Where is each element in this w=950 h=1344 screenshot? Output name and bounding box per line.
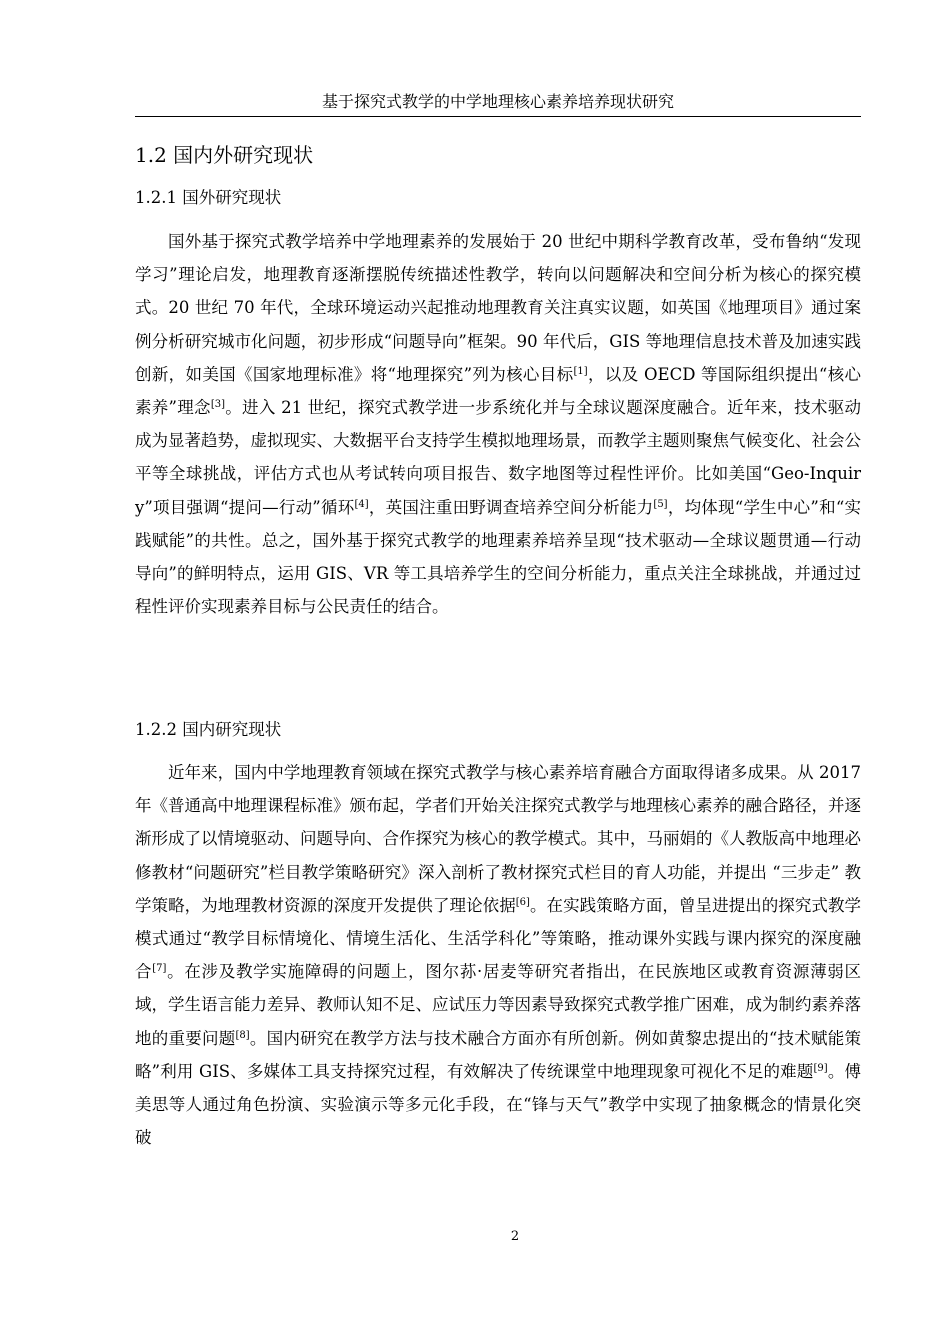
paragraph-text: 。进入 21 世纪，探究式教学进一步系统化并与全球议题深度融合。近年来，技术驱动成为显著趋势，虚拟现实、大数据平台支持学生模拟地理场景，而教学主题则聚焦气候变化、社会公平等全球挑战，评估方式也从考试转向项目报告、数字地图等过程性评价。比如美国“Geo-Inquiry”项目强调“提问—行动”循环 bbox=[135, 398, 861, 517]
paragraph-foreign-research bbox=[135, 225, 861, 623]
citation-9: [9] bbox=[813, 1062, 828, 1074]
running-header: 基于探究式教学的中学地理核心素养培养现状研究 bbox=[135, 91, 861, 117]
paragraph-text: 国外基于探究式教学培养中学地理素养的发展始于 20 世纪中期科学教育改革，受布鲁纳“发现学习”理论启发，地理教育逐渐摆脱传统描述性教学，转向以问题解决和空间分析为核心的探究模式。20 世纪 70 年代，全球环境运动兴起推动地理教育关注真实议题，如英国《地理项目》通过案例分析研究城市化问题，初步形成“问题导向”框架。90 年代后，GIS 等地理信息技术普及加速实践创新，如美国《国家地理标准》将“地理探究”列为核心目标 bbox=[135, 232, 861, 384]
citation-3: [3] bbox=[210, 399, 225, 411]
paragraph-text: 。国内研究在教学方法与技术融合方面亦有所创新。例如黄黎忠提出的“技术赋能策略”利用 GIS、多媒体工具支持探究过程，有效解决了传统课堂中地理现象可视化不足的难题 bbox=[135, 1028, 862, 1081]
paragraph-text: 近年来，国内中学地理教育领域在探究式教学与核心素养培育融合方面取得诸多成果。从 2017 年《普通高中地理课程标准》颁布起，学者们开始关注探究式教学与地理核心素养的融合路径，并逐渐形成了以情境驱动、问题导向、合作探究为核心的教学模式。其中，马丽娟的《人教版高中地理必修教材“问题研究”栏目教学策略研究》深入剖析了教材探究式栏目的育人功能，并提出 “三步走” 教学策略，为地理教材资源的深度开发提供了理论依据 bbox=[135, 763, 861, 915]
citation-4: [4] bbox=[354, 498, 369, 510]
page-number: 2 bbox=[510, 1229, 520, 1244]
paragraph-text: 。在实践策略方面，曾呈进提出的探究式教学模式通过“教学目标情境化、情境生活化、生活学科化”等策略，推动课外实践与课内探究的深度融合 bbox=[135, 895, 862, 982]
section-heading: 1.2 国内外研究现状 bbox=[135, 143, 314, 167]
paragraph-text: ，均体现“学生中心”和“实践赋能”的共性。总之，国外基于探究式教学的地理素养培养呈现“技术驱动—全球议题贯通—行动导向”的鲜明特点，运用 GIS、VR 等工具培养学生的空间分析能力，重点关注全球挑战，并通过过程性评价实现素养目标与公民责任的结合。 bbox=[135, 497, 861, 617]
paragraph-text: 。在涉及教学实施障碍的问题上，图尔荪·居麦等研究者指出，在民族地区或教育资源薄弱区域，学生语言能力差异、教师认知不足、应试压力等因素导致探究式教学推广困难，成为制约素养落地的重要问题 bbox=[135, 962, 861, 1048]
paragraph-text: 。傅美思等人通过角色扮演、实验演示等多元化手段，在“锋与天气”教学中实现了抽象概念的情景化突破 bbox=[135, 1061, 862, 1148]
citation-8: [8] bbox=[235, 1029, 250, 1041]
citation-5: [5] bbox=[653, 498, 668, 510]
citation-6: [6] bbox=[515, 896, 530, 908]
paragraph-text: ，以及 OECD 等国际组织提出“核心素养”理念 bbox=[135, 364, 861, 418]
paragraph-text: ，英国注重田野调查培养空间分析能力 bbox=[368, 497, 654, 517]
subsection-heading-domestic: 1.2.2 国内研究现状 bbox=[135, 720, 282, 739]
subsection-heading-foreign: 1.2.1 国外研究现状 bbox=[135, 188, 282, 207]
citation-1: [1] bbox=[573, 365, 588, 377]
citation-7: [7] bbox=[152, 963, 167, 975]
paragraph-domestic-research bbox=[135, 756, 861, 1154]
